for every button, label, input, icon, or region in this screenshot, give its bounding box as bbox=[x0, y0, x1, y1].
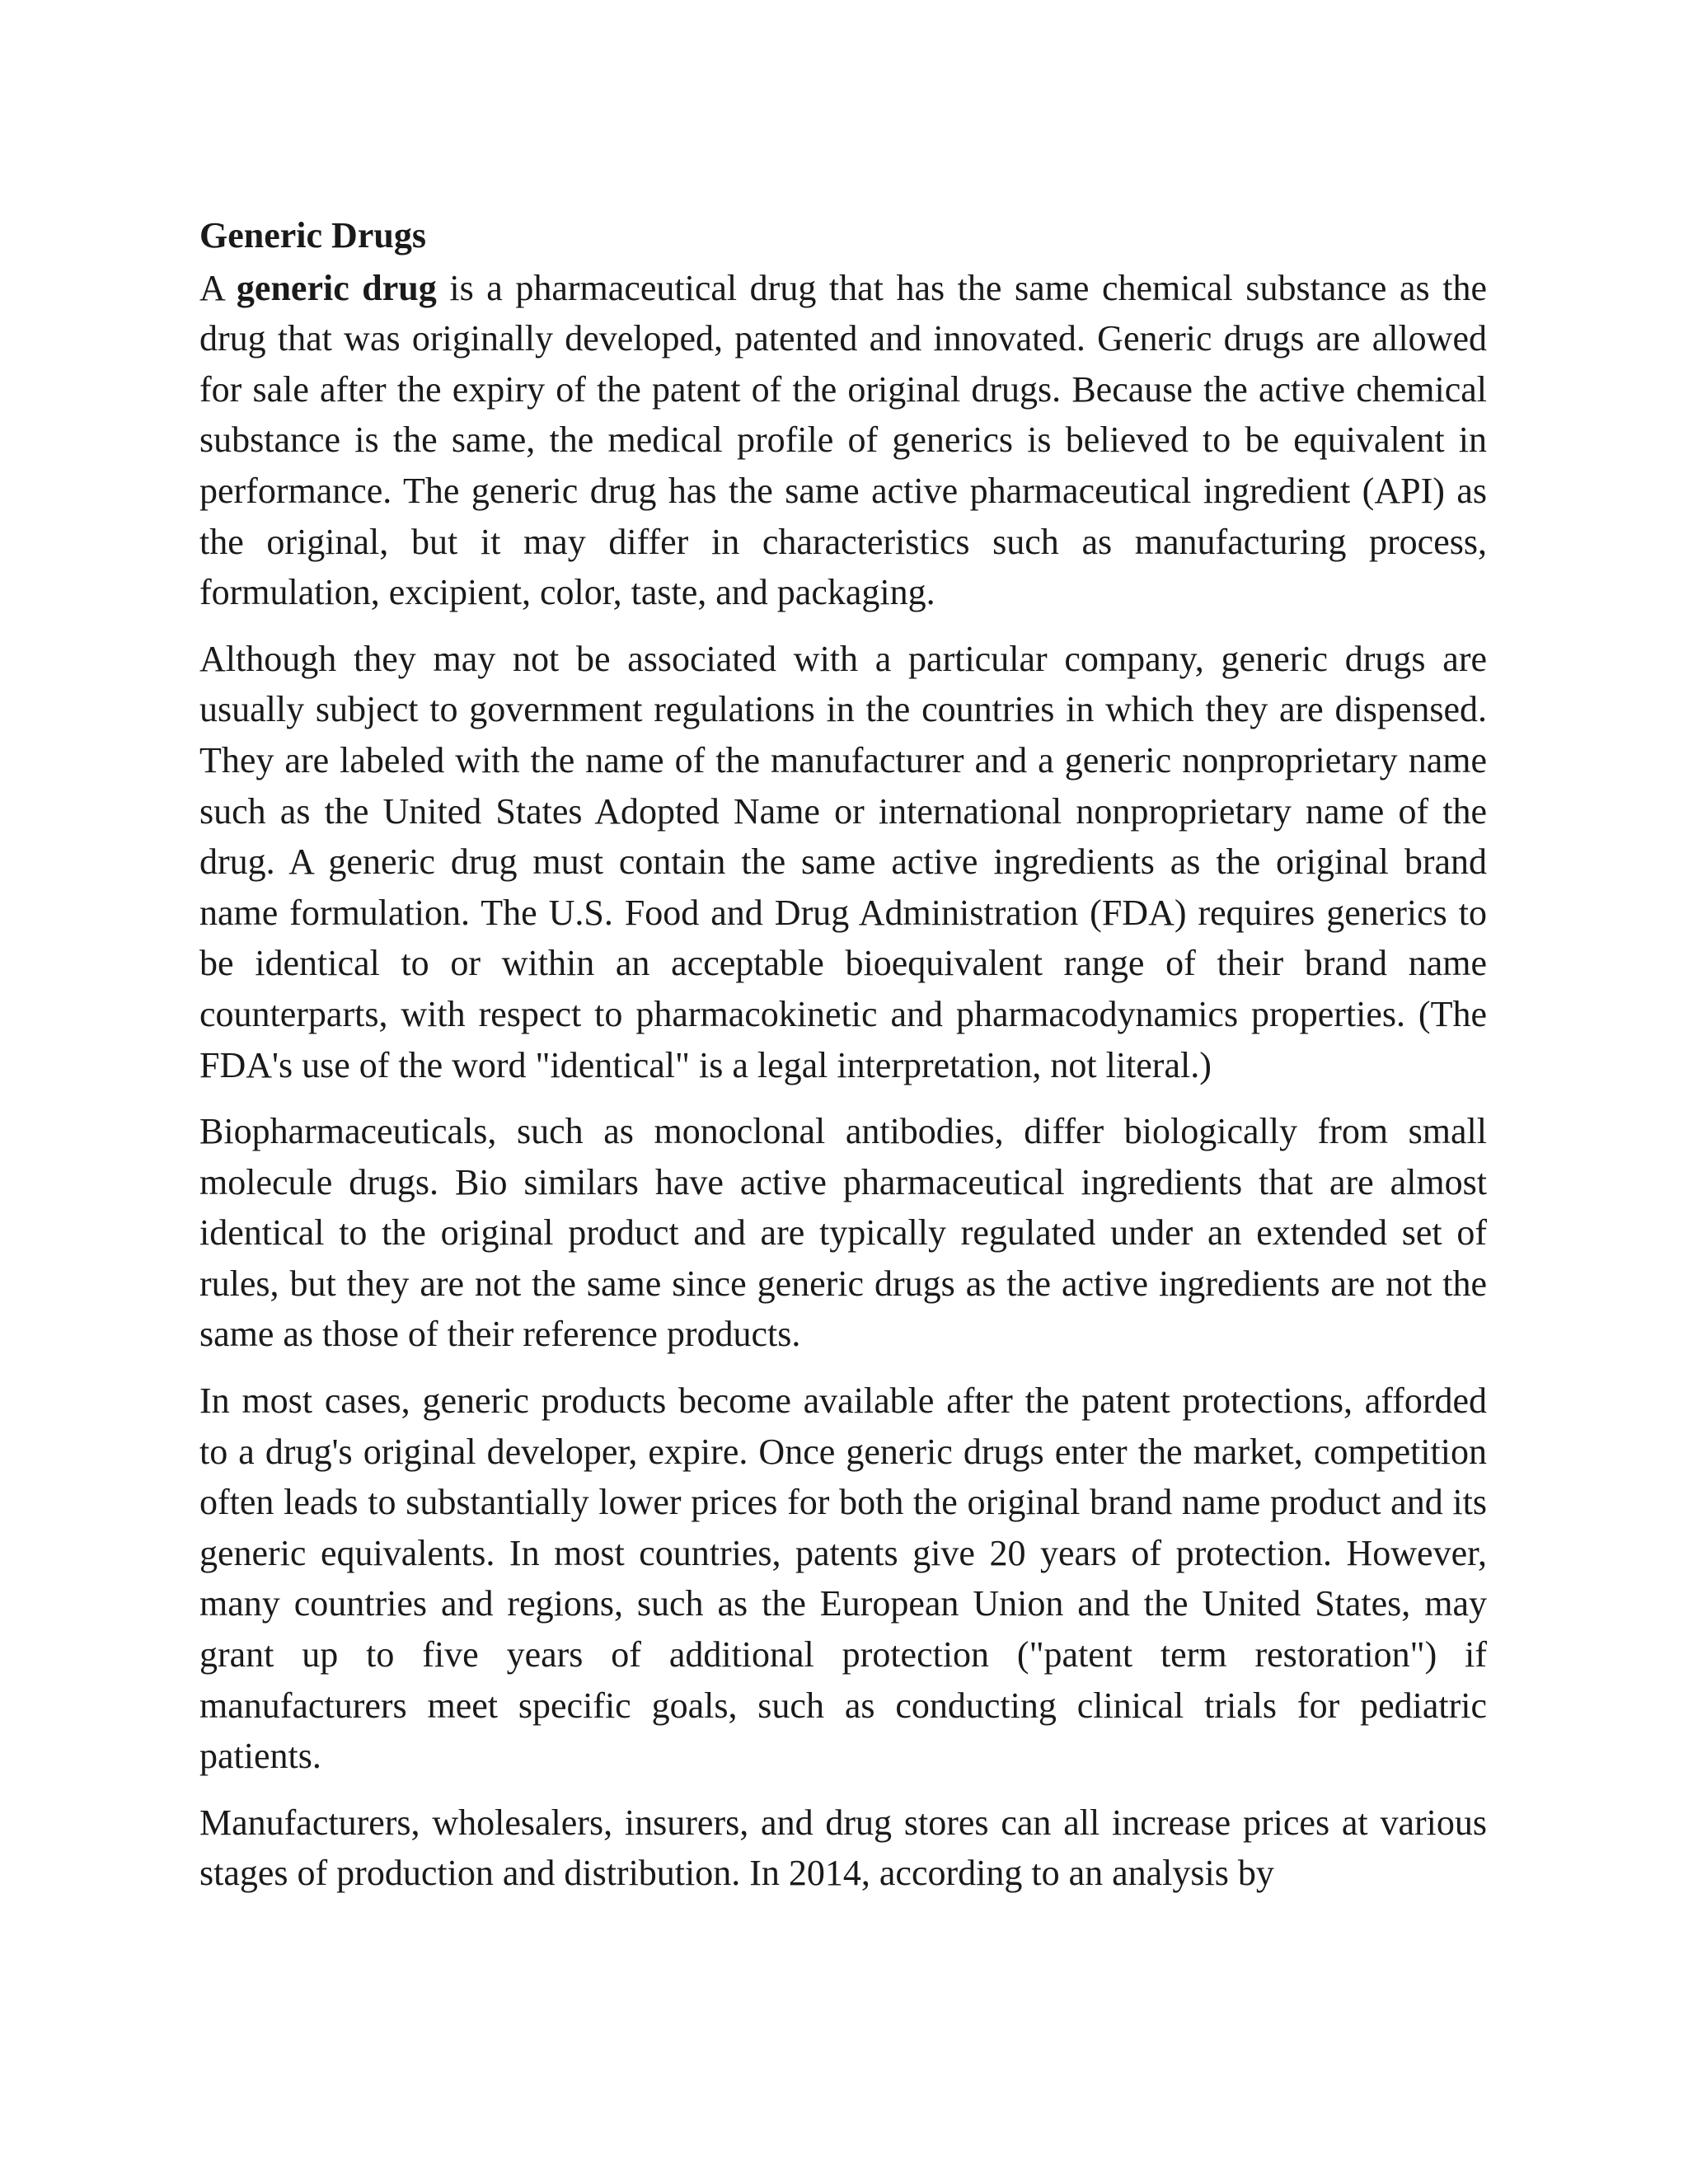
paragraph-biopharmaceuticals: Biopharmaceuticals, such as monoclonal antibodies, differ biologically from small molecule drugs. Bio similars have active pharmaceutical ingredients that are almost identical to the original product and are typically regulated under an extended set of rules, but they are not the same since generic drugs as the active ingredients are not the same as those of their reference products. bbox=[199, 1111, 1487, 1355]
paragraph-pricing: Manufacturers, wholesalers, insurers, and drug stores can all increase prices at various stages of production and distribution. In 2014, according to an analysis by bbox=[199, 1802, 1487, 1894]
paragraph-patents: In most cases, generic products become available after the patent protections, afforded to a drug's original developer, expire. Once generic drugs enter the market, competition often leads to substantially lower prices for both the original brand name product and its generic equivalents. In most countries, patents give 20 years of protection. However, many countries and regions, such as the European Union and the United States, may grant up to five years of additional protection ("patent term restoration") if manufacturers meet specific goals, such as conducting clinical trials for pediatric patients. bbox=[199, 1380, 1487, 1777]
paragraph-text: is a pharmaceutical drug that has the same chemical substance as the drug that was originally developed, patented and innovated. Generic drugs are allowed for sale after the expiry of the patent of the original drugs. Because the active chemical substance is the same, the medical profile of generics is believed to be equivalent in performance. The generic drug has the same active pharmaceutical ingredient (API) as the original, but it may differ in characteristics such as manufacturing process, formulation, excipient, color, taste, and packaging. bbox=[199, 267, 1487, 613]
paragraph-lead: A bbox=[199, 267, 237, 308]
document-title: Generic Drugs bbox=[199, 215, 426, 255]
document-body bbox=[199, 210, 1487, 1915]
paragraph-definition bbox=[199, 263, 1487, 618]
defined-term: generic drug bbox=[236, 267, 437, 308]
paragraph-regulation: Although they may not be associated with a particular company, generic drugs are usually subject to government regulations in the countries in which they are dispensed. They are labeled with the name of the manufacturer and a generic nonproprietary name such as the United States Adopted Name or international nonproprietary name of the drug. A generic drug must contain the same active ingredients as the original brand name formulation. The U.S. Food and Drug Administration (FDA) requires generics to be identical to or within an acceptable bioequivalent range of their brand name counterparts, with respect to pharmacokinetic and pharmacodynamics properties. (The FDA's use of the word "identical" is a legal interpretation, not literal.) bbox=[199, 638, 1487, 1085]
